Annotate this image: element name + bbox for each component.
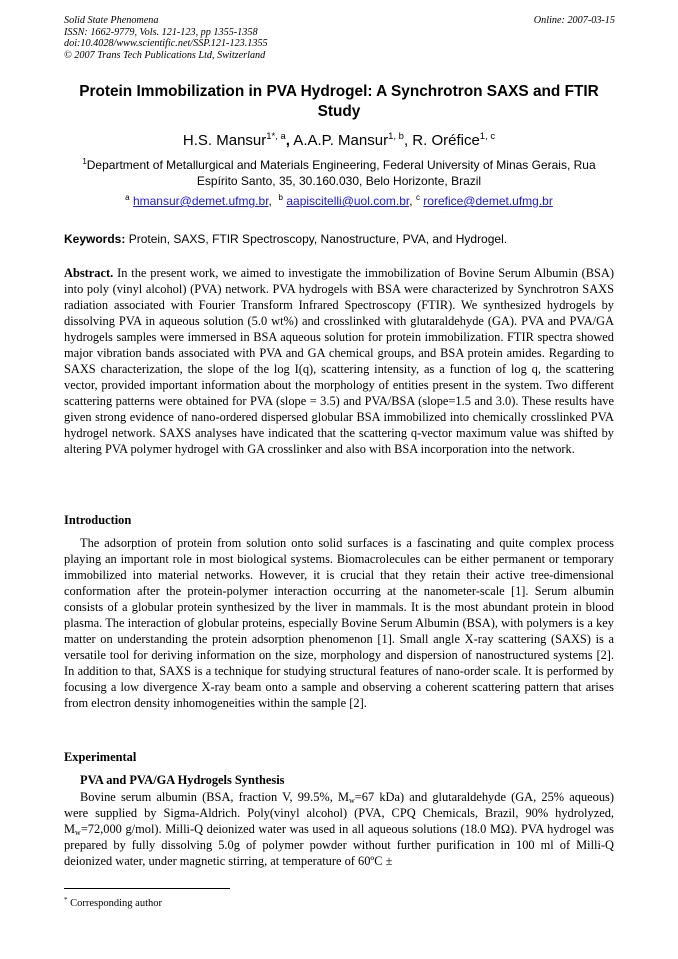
footnote xyxy=(64,897,162,910)
email-separator: , xyxy=(409,194,413,208)
subscript-w: w xyxy=(75,828,81,837)
author-1-mark: 1*, a xyxy=(266,131,286,142)
introduction-heading: Introduction xyxy=(64,513,132,527)
email-a-mark: a xyxy=(125,193,130,202)
online-date: Online: 2007-03-15 xyxy=(533,15,615,26)
email-separator: , xyxy=(268,194,272,208)
doi-line: doi:10.4028/www.scientific.net/SSP.121-123.1355 xyxy=(64,38,268,50)
footnote-mark: * xyxy=(64,896,68,904)
author-list xyxy=(60,131,618,151)
abstract xyxy=(64,265,614,457)
email-c-mark: c xyxy=(415,193,420,202)
keywords-label: Keywords: xyxy=(64,232,126,246)
footnote-text: Corresponding author xyxy=(67,898,162,909)
keywords xyxy=(64,231,616,247)
author-3-mark: 1, c xyxy=(479,131,496,142)
affiliation-text: Department of Metallurgical and Materials Engineering, Federal University of Minas Gerais, Rua Espírito Santo, 35, 30.160.030, Belo Horizonte, Brazil xyxy=(86,158,596,188)
experimental-text-part: Bovine serum albumin (BSA, fraction V, 99.5%, M xyxy=(80,790,350,804)
author-2-mark: 1, b xyxy=(388,131,404,142)
email-link-a[interactable]: hmansur@demet.ufmg.br xyxy=(132,194,269,208)
author-separator: , xyxy=(285,132,290,149)
footnote-divider xyxy=(64,888,230,889)
copyright-line: © 2007 Trans Tech Publications Ltd, Switzerland xyxy=(64,49,266,61)
experimental-heading: Experimental xyxy=(64,750,137,764)
affiliation-mark: 1 xyxy=(82,157,87,166)
experimental-text xyxy=(64,789,614,869)
author-3: R. Oréfice xyxy=(408,132,480,149)
email-link-c[interactable]: rorefice@demet.ufmg.br xyxy=(423,194,553,208)
abstract-label: Abstract. xyxy=(64,266,114,280)
experimental-text-part: =67 kDa) and glutaraldehyde (GA, 25% aqueous) were supplied by Sigma-Aldrich. Poly(vinyl alcohol) (PVA, CPQ Chemicals, Brazil, 90% hydrolyzed, M xyxy=(64,790,614,836)
author-1: H.S. Mansur xyxy=(182,132,267,149)
journal-header xyxy=(64,15,268,61)
paper-title: Protein Immobilization in PVA Hydrogel: A Synchrotron SAXS and FTIR Study xyxy=(79,83,599,120)
keywords-text: Protein, SAXS, FTIR Spectroscopy, Nanostructure, PVA, and Hydrogel. xyxy=(125,232,508,246)
email-b-mark: b xyxy=(278,193,283,202)
introduction-text: The adsorption of protein from solution onto solid surfaces is a fascinating and quite complex process playing an important role in most biological systems. Biomacrolecules can be either permanent or temporary immobilized into material networks. However, it is crucial that they retain their active tree-dimensional conformation after the protein-polymer interaction occurring at the nanometer-scale [1]. Serum albumin consists of a globular protein synthesized by the liver in mammals. It is the most abundant protein in blood plasma. The interaction of globular proteins, especially Bovine Serum Albumin (BSA), with polymers is a key matter on understanding the protein adsorption phenomenon [1]. Small angle X-ray scattering (SAXS) is a versatile tool for deriving information on the size, morphology and dispersion of nanostructured systems [2]. In addition to that, SAXS is a technique for studying structural features of nano-order scale. It is performed by focusing a low divergence X-ray beam onto a sample and observing a coherent scattering pattern that arises from electron density inhomogeneities within the sample [2]. xyxy=(64,536,614,710)
email-list xyxy=(60,193,618,209)
author-separator: , xyxy=(403,132,409,149)
issn-line: ISSN: 1662-9779, Vols. 121-123, pp 1355-1358 xyxy=(64,26,258,38)
email-link-b[interactable]: aapiscitelli@uol.com.br xyxy=(286,194,410,208)
abstract-text: In the present work, we aimed to investigate the immobilization of Bovine Serum Albumin (BSA) into poly (vinyl alcohol) (PVA) network. PVA hydrogels with BSA were characterized by Synchrotron SAXS radiation associated with Fourier Transform Infrared Spectroscopy (FTIR). We synthesized hydrogels by dissolving PVA in aqueous solution (5.0 wt%) and crosslinked with glutaraldehyde (GA). PVA and PVA/GA hydrogels samples were immersed in BSA aqueous solution for protein immobilization. FTIR spectra showed major vibration bands associated with PVA and GA chemical groups, and BSA protein amides. Regarding to SAXS characterization, the slope of the log I(q), scattering intensity, as a function of log q, the scattering vector, provided important information about the morphology of entities present in the system. Two different scattering patterns were obtained for PVA (slope = 3.5) and PVA/BSA (slope=1.5 and 3.0). These results have given strong evidence of nano-ordered dispersed globular BSA immobilized into chemically crosslinked PVA hydrogel network. SAXS analyses have indicated that the scattering q-vector maximum value was shifted by altering PVA polymer hydrogel with GA crosslinker and also with BSA incorporation into the network. xyxy=(64,266,614,456)
affiliation xyxy=(66,157,612,189)
journal-name: Solid State Phenomena xyxy=(64,15,159,26)
subscript-w: w xyxy=(349,796,355,805)
synthesis-subheading: PVA and PVA/GA Hydrogels Synthesis xyxy=(80,773,285,787)
experimental-text-part: =72,000 g/mol). Milli-Q deionized water was used in all aqueous solutions (18.0 MΩ). PVA hydrogel was prepared by fully dissolving 5.0g of polymer powder without further purification in 100 ml of Milli-Q deionized water, under magnetic stirring, at temperature of 60ºC ± xyxy=(64,822,614,868)
author-2: A.A.P. Mansur xyxy=(289,132,389,149)
